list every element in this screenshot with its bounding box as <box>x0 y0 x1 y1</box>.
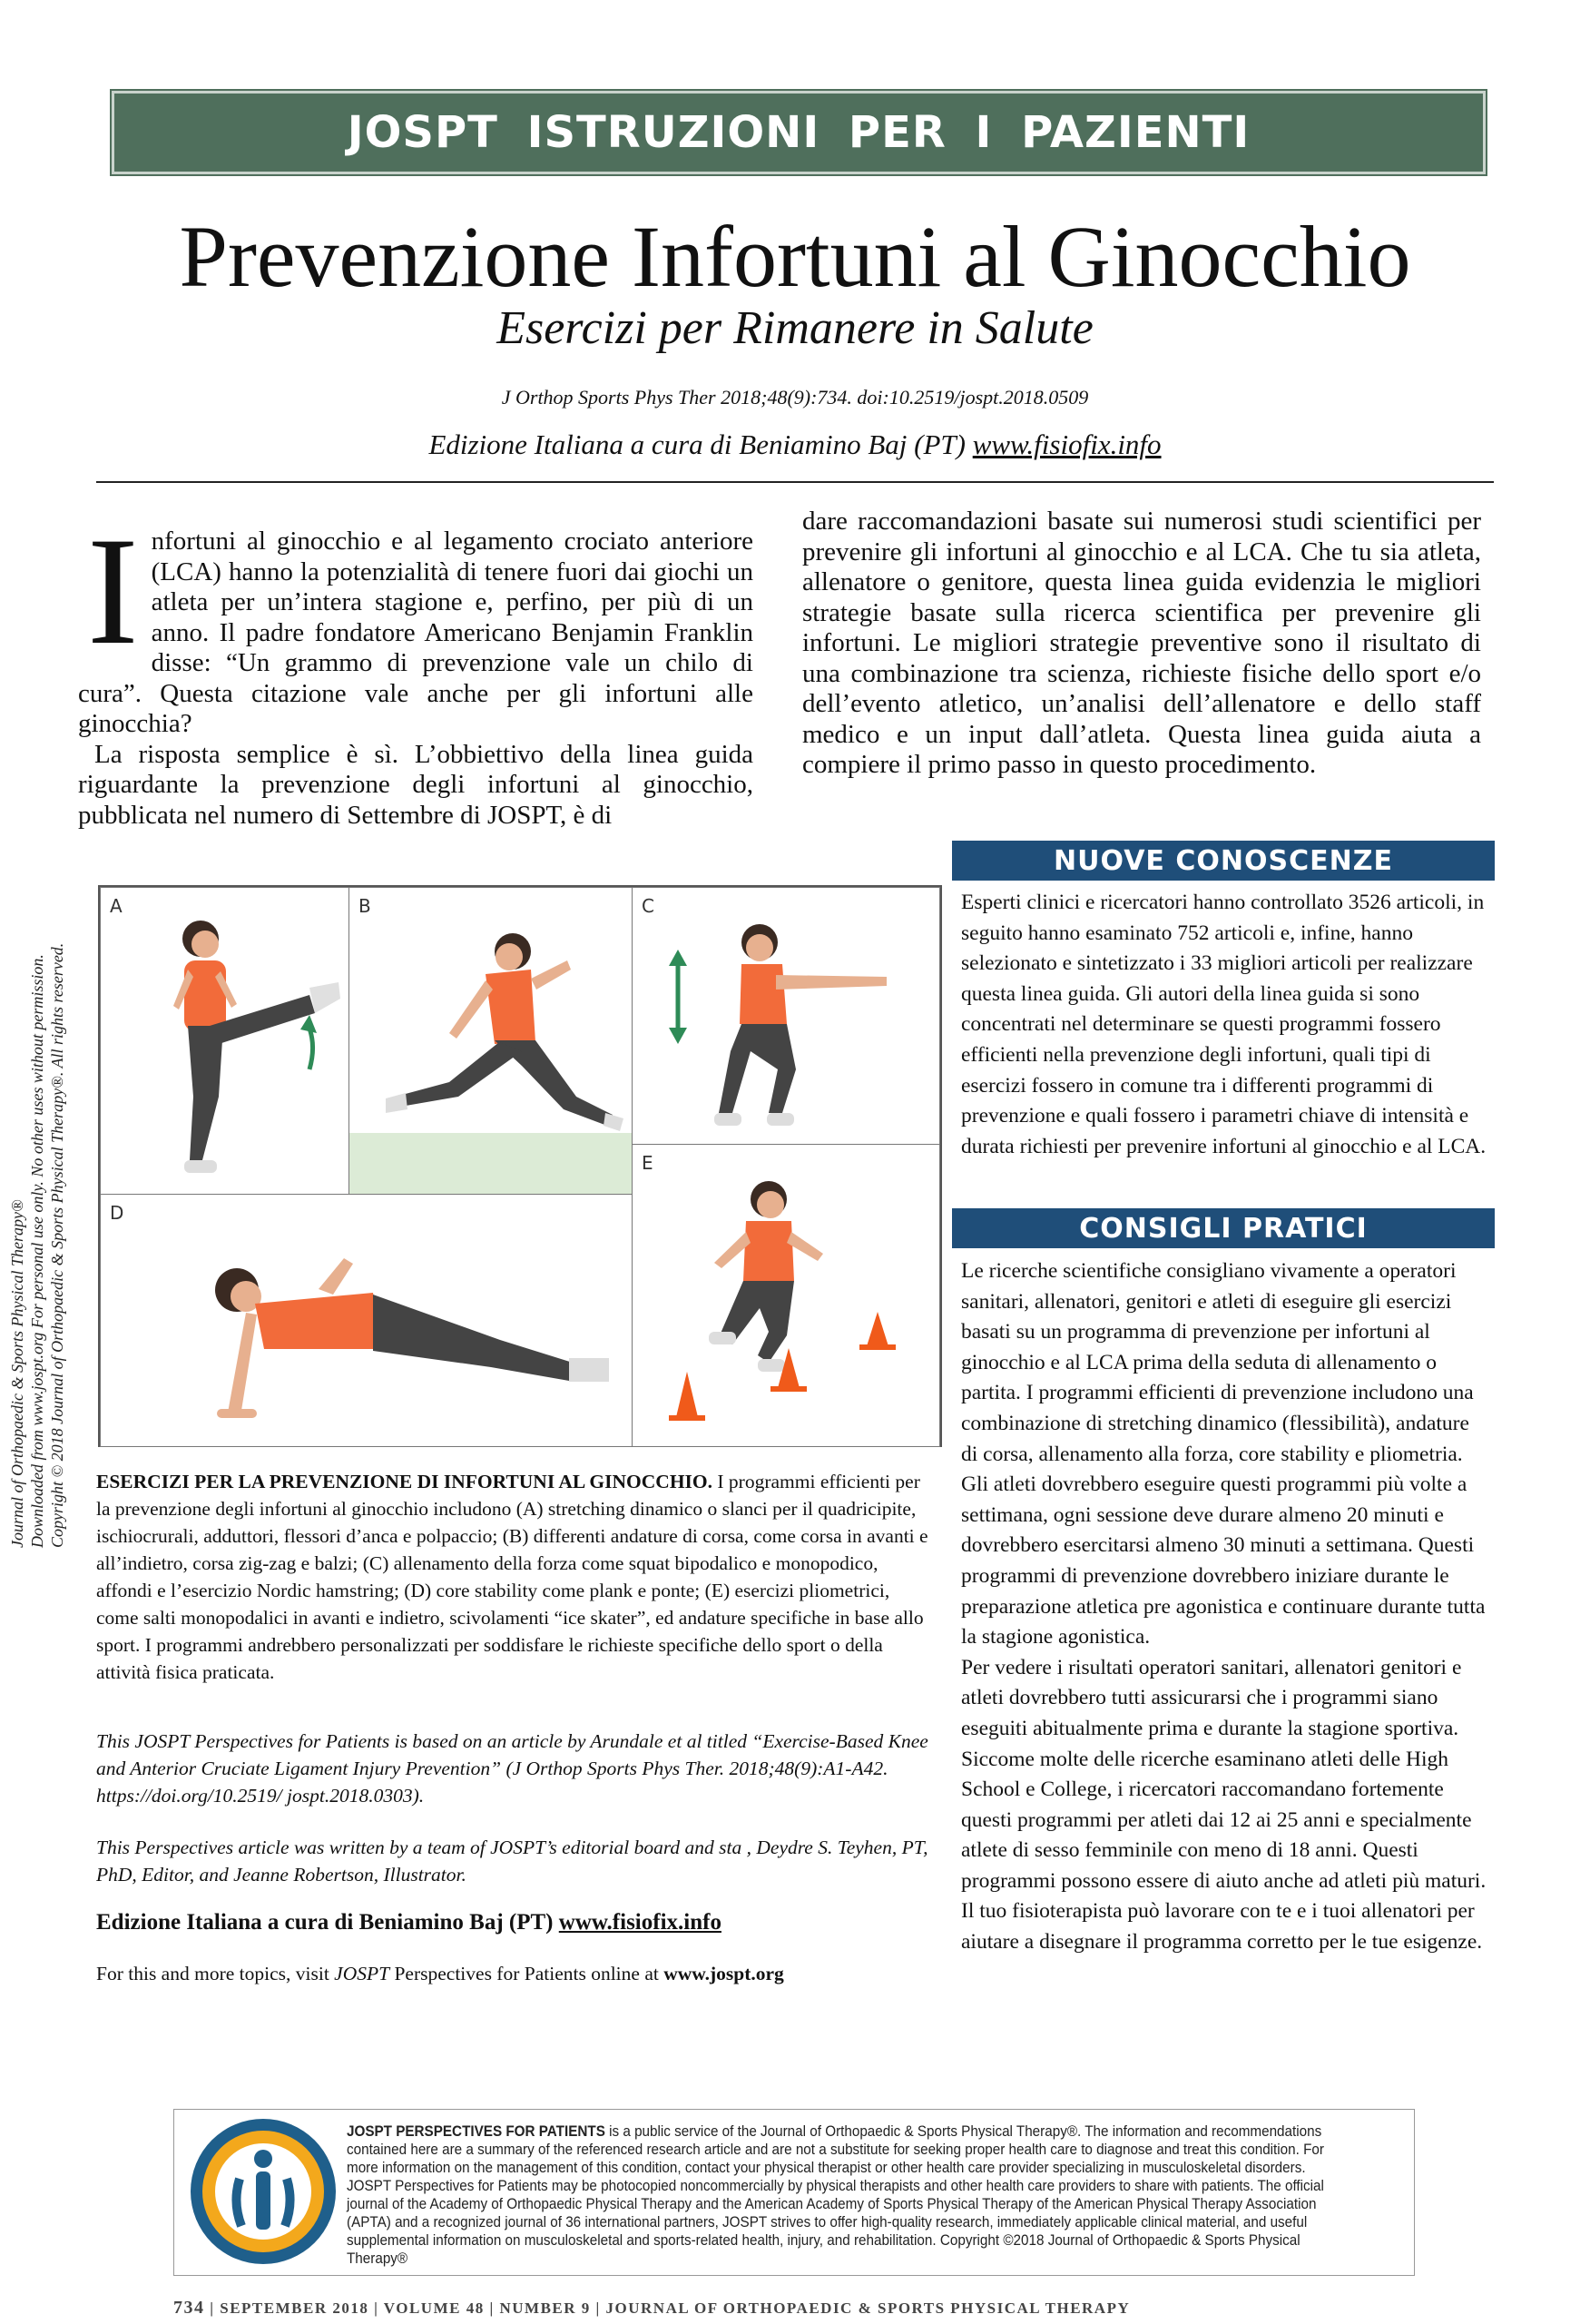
based-on-note: This JOSPT Perspectives for Patients is based on an article by Arundale et al titled “Exercise-Based Knee and Anterior Cruciate Ligament Injury Prevention” (J Orthop Sports Phys Ther. 2018;48(9):A1-A42. https://doi.org/10.2519/ jospt.2018.0303). <box>96 1730 928 1807</box>
nuove-conoscenze-heading: NUOVE CONOSCENZE <box>952 841 1495 881</box>
intro-paragraph-2: La risposta semplice è sì. L’obbiettivo della linea guida riguardante la prevenzione degli infortuni al ginocchio, pubblicata nel numero di Settembre di JOSPT, è di <box>78 739 753 830</box>
drop-cap: I <box>87 506 139 676</box>
leg-swing-illustration <box>101 888 349 1195</box>
footer-text <box>347 2122 1328 2268</box>
issue-number: NUMBER 9 <box>499 2299 591 2317</box>
banner-text: JOSPT ISTRUZIONI PER I PAZIENTI <box>347 107 1251 158</box>
running-illustration <box>349 888 633 1195</box>
caption-text: I programmi efficienti per la prevenzione degli infortuni al ginocchio includono (A) stretching dinamico o slanci per il quadricipite, ischiocrurali, adduttori, flessori d’anca e polpaccio; (B) differenti andature di corsa, come corsa in avanti e all’indietro, corsa zig-zag e balzi; (C) allenamento della forza come squat bipodalico e monopodico, affondi e l’esercizio Nordic hamstring; (D) core stability come plank e ponte; (E) esercizi pliometrici, come salti monopodalici in avanti e indietro, scivolamenti “ice skater”, ed andature specifiche in base allo sport. I programmi andrebbero personalizzati per soddisfare le richieste specifiche dello sport o della attività fisica praticata. <box>96 1471 928 1683</box>
visit-url[interactable]: www.jospt.org <box>663 1963 784 1984</box>
edition-footer-prefix: Edizione Italiana a cura di Beniamino Baj (PT) <box>96 1910 559 1935</box>
caption-title: ESERCIZI PER LA PREVENZIONE DI INFORTUNI AL GINOCCHIO. <box>96 1471 713 1492</box>
side-copyright-line: Copyright © 2018 Journal of Orthopaedic & Sports Physical Therapy®. All rights reserved. <box>48 942 66 1548</box>
side-plank-illustration <box>101 1195 633 1446</box>
panel-label: A <box>110 895 123 917</box>
edition-footer-link[interactable]: www.fisiofix.info <box>558 1910 721 1935</box>
written-by-note: This Perspectives article was written by a team of JOSPT’s editorial board and sta , Deydre S. Teyhen, PT, PhD, Editor, and Jeanne Robertson, Illustrator. <box>96 1837 928 1886</box>
panel-b <box>348 887 633 1196</box>
intro-column-2: dare raccomandazioni basate sui numerosi studi scientifici per prevenire gli infortuni al ginocchio e al LCA. Che tu sia atleta, allenatore o genitore, questa linea guida evidenzia le migliori strategie basate sulla ricerca scientifica per prevenire gli infortuni. Le migliori strategie preventive sono il risultato di una combinazione tra scienza, richieste fisiche dello sport e/o dell’evento atletico, un’analisi dell’allenatore e dello staff medico e un input dall’atleta. Questa linea guida aiuta a compiere il primo passo in questo procedimento. <box>802 507 1481 779</box>
issue-volume: VOLUME 48 <box>383 2299 485 2317</box>
issue-month: SEPTEMBER 2018 <box>220 2299 369 2317</box>
consigli-paragraph: Le ricerche scientifiche consigliano vivamente a operatori sanitari, allenatori, genitori e atleti di eseguire gli esercizi basati su un programma di prevenzione per infortuni al ginocchio e al LCA prima della seduta di allenamento o partita. I programmi efficienti di prevenzione includono una combinazione di stretching dinamico (flessibilità), andature di corsa, allenamento alla forza, core stability e pliometria. <box>961 1259 1474 1466</box>
footer-body: is a public service of the Journal of Orthopaedic & Sports Physical Therapy®. The information and recommendations contained here are a summary of the referenced research article and are not a substitute for seeking proper health care to diagnose and treat this condition. For more information on the management of this condition, contact your physical therapist or other health care provider specializing in musculoskeletal disorders. JOSPT Perspectives for Patients may be photocopied noncommercially by physical therapists and other health care providers to share with patients. The official journal of the Academy of Orthopaedic Physical Therapy and the American Academy of Sports Physical Therapy of the American Physical Therapy Association (APTA) and a recognized journal of 36 international partners, JOSPT strives to offer high-quality research, immediately applicable clinical material, and useful supplemental information on musculoskeletal and sports-related health, injury, and rehabilitation. Copyright ©2018 Journal of Orthopaedic & Sports Physical Therapy® <box>347 2123 1324 2267</box>
panel-label: D <box>110 1202 124 1224</box>
footer-title: JOSPT PERSPECTIVES FOR PATIENTS <box>347 2123 605 2140</box>
panel-d <box>100 1194 633 1447</box>
page-number: 734 <box>173 2298 205 2318</box>
visit-line <box>96 1963 784 1985</box>
page-subtitle: Esercizi per Rimanere in Salute <box>496 302 1094 354</box>
visit-jospt: JOSPT <box>334 1963 390 1984</box>
side-copyright-line: Downloaded from www.jospt.org For personal use only. No other uses without permission. <box>28 954 46 1548</box>
consigli-paragraph: Per vedere i risultati operatori sanitari, allenatori genitori e atleti dovrebbero tutti assicurarsi che i programmi siano eseguiti abitualmente prima e durante la stagione sportiva. Siccome molte delle ricerche esaminano atleti delle High School e College, i ricercatori raccomandano fortemente questi programmi per atleti dai 12 ai 25 anni e specialmente atlete di sesso femminile con meno di 18 anni. Questi programmi possono essere di aiuto anche ad atleti più maturi. Il tuo fisioterapista può lavorare con te e i tuoi allenatori per aiutare a disegnare il programma corretto per le tue esigenze. <box>961 1655 1487 1955</box>
visit-prefix: For this and more topics, visit <box>96 1963 335 1984</box>
edition-link[interactable]: www.fisiofix.info <box>972 428 1162 460</box>
consigli-pratici-heading: CONSIGLI PRATICI <box>952 1208 1495 1248</box>
panel-c <box>632 887 940 1146</box>
header-banner <box>112 91 1486 174</box>
side-copyright <box>7 822 67 1548</box>
panel-label: C <box>642 895 654 917</box>
header-rule <box>96 481 1494 483</box>
journal-name: JOURNAL OF ORTHOPAEDIC & SPORTS PHYSICAL THERAPY <box>605 2299 1131 2317</box>
exercise-figure <box>98 885 942 1447</box>
intro-paragraph-1: nfortuni al ginocchio e al legamento crociato anteriore (LCA) hanno la potenzialità di tenere fuori dai giochi un atleta per un’intera stagione e, perfino, per più di un anno. Il padre fondatore Americano Benjamin Franklin disse: “Un grammo di prevenzione vale un chilo di cura”. Questa citazione vale anche per gli infortuni alle ginocchia? <box>78 527 753 738</box>
nuove-conoscenze-text: Esperti clinici e ricercatori hanno controllato 3526 articoli, in seguito hanno esaminato 752 articoli e, infine, hanno selezionato e sintetizzato i 33 migliori articoli per realizzare questa linea guida. Gli autori della linea guida si sono concentrati nel determinare se questi programmi fossero efficienti nella prevenzione degli infortuni, quali tipi di esercizi fossero in comune tra i differenti programmi di prevenzione e quali fossero i parametri chiave di intensità e durata richiesti per prevenire infortuni al ginocchio e al LCA. <box>961 891 1487 1158</box>
consigli-pratici-text <box>961 1256 1487 1958</box>
squat-illustration <box>633 888 939 1145</box>
figure-caption <box>96 1468 937 1686</box>
citation: J Orthop Sports Phys Ther 2018;48(9):734. doi:10.2519/jospt.2018.0509 <box>501 386 1089 409</box>
panel-label: E <box>642 1152 653 1174</box>
side-copyright-line: Journal of Orthopaedic & Sports Physical Therapy® <box>8 1199 26 1548</box>
visit-middle: Perspectives for Patients online at <box>389 1963 664 1984</box>
consigli-paragraph: Gli atleti dovrebbero eseguire questi programmi più volte a settimana, ogni sessione deve durare almeno 20 minuti e dovrebbero esercitarsi almeno 30 minuti a settimana. Questi programmi di prevenzione dovrebbero iniziare durante le preparazione atletica pre agonistica e continuare durante tutta la stagione agonistica. <box>961 1472 1486 1649</box>
edition-footer <box>96 1910 721 1935</box>
page-title: Prevenzione Infortuni al Ginocchio <box>179 208 1411 305</box>
edition-prefix: Edizione Italiana a cura di Beniamino Baj (PT) <box>428 428 973 460</box>
panel-e <box>632 1144 940 1447</box>
edition-line <box>0 427 1590 463</box>
panel-label: B <box>358 895 371 917</box>
page-footer-line: 734 | SEPTEMBER 2018 | VOLUME 48 | NUMBER 9 | JOURNAL OF ORTHOPAEDIC & SPORTS PHYSICAL THERAPY <box>173 2298 1131 2318</box>
jospt-logo-icon <box>187 2115 339 2268</box>
panel-a <box>100 887 350 1196</box>
intro-column-1 <box>78 506 753 831</box>
plyometric-jump-illustration <box>633 1145 939 1446</box>
